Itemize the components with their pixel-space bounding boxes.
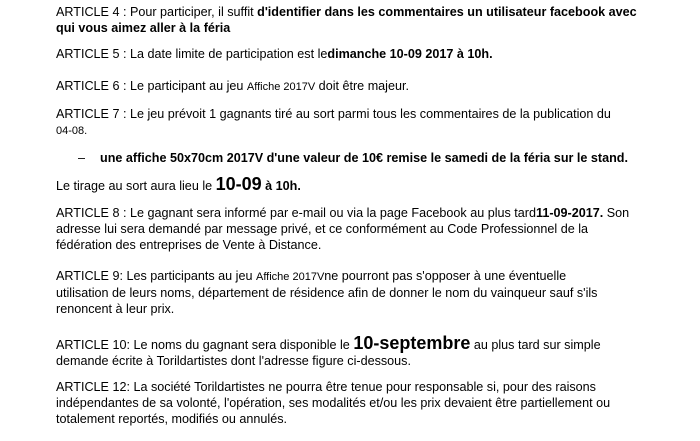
article-7-date: 04-08. xyxy=(56,125,88,137)
article-9-line2: utilisation de leurs noms, département de résidence afin de donner le nom du vainqueur sauf s'ils xyxy=(56,286,598,300)
article-9 xyxy=(56,268,660,317)
article-9-text: ARTICLE 9: Les participants au jeu xyxy=(56,269,256,283)
article-10-cont: au plus tard sur simple xyxy=(470,338,601,352)
article-9-game-name: Affiche 2017V xyxy=(255,271,325,283)
article-6 xyxy=(56,78,660,95)
prize-bullet: – xyxy=(78,151,86,165)
article-7-text: ARTICLE 7 : Le jeu prévoit 1 gagnants tiré au sort parmi tous les commentaires de la publication du xyxy=(56,107,611,121)
article-5-date: dimanche 10-09 2017 à 10h. xyxy=(327,47,493,61)
article-10-date: 10-septembre xyxy=(353,333,471,353)
prize-description: une affiche 50x70cm 2017V d'une valeur de 10€ remise le samedi de la féria sur le stand. xyxy=(100,151,628,165)
article-12 xyxy=(56,379,660,427)
article-8-text: ARTICLE 8 : Le gagnant sera informé par e-mail ou via la page Facebook au plus tard xyxy=(56,206,537,220)
article-6-text: ARTICLE 6 : Le participant au jeu xyxy=(56,79,247,93)
draw-date-text: Le tirage au sort aura lieu le xyxy=(56,179,216,193)
article-4 xyxy=(56,4,660,36)
article-4-bold: d'identifier dans les commentaires un utilisateur facebook avec xyxy=(257,5,637,19)
article-4-intro: ARTICLE 4 : Pour participer, il suffit xyxy=(56,5,258,19)
draw-date-time: à 10h. xyxy=(261,179,301,193)
draw-date xyxy=(56,176,660,194)
article-10-text: ARTICLE 10: Le noms du gagnant sera disponible le xyxy=(56,338,354,352)
article-4-bold-cont: qui vous aimez aller à la féria xyxy=(56,21,231,35)
article-8-line2: adresse lui sera demandé par message privé, et ce conformément au Code Professionnel de la xyxy=(56,222,589,236)
article-9-cont: ne pourront pas s'opposer à une éventuelle xyxy=(324,269,567,283)
article-9-line3: renoncent à leur prix. xyxy=(56,302,175,316)
article-5 xyxy=(56,46,660,62)
article-8-line3: fédération des entreprises de Vente à Distance. xyxy=(56,238,322,252)
article-8-date: 11-09-2017. xyxy=(536,206,604,220)
article-7 xyxy=(56,106,660,139)
article-12-line2: indépendantes de sa volonté, l'opération, ses modalités et/ou les prix devaient être partiellement ou xyxy=(56,396,611,410)
article-6-game-name: Affiche 2017V xyxy=(246,81,316,93)
article-6-end: doit être majeur. xyxy=(315,79,409,93)
article-12-line3: totalement reportés, modifiés ou annulés. xyxy=(56,412,288,426)
draw-date-day: 10-09 xyxy=(215,174,262,194)
article-8-son: Son xyxy=(603,206,630,220)
article-10-line2: demande écrite à Torildartistes dont l'adresse figure ci-dessous. xyxy=(56,354,411,368)
article-10 xyxy=(56,335,660,369)
article-5-text: ARTICLE 5 : La date limite de participation est le xyxy=(56,47,328,61)
article-12-line1: ARTICLE 12: La société Torildartistes ne pourra être tenue pour responsable si, pour des raisons xyxy=(56,380,596,394)
article-8 xyxy=(56,205,660,253)
